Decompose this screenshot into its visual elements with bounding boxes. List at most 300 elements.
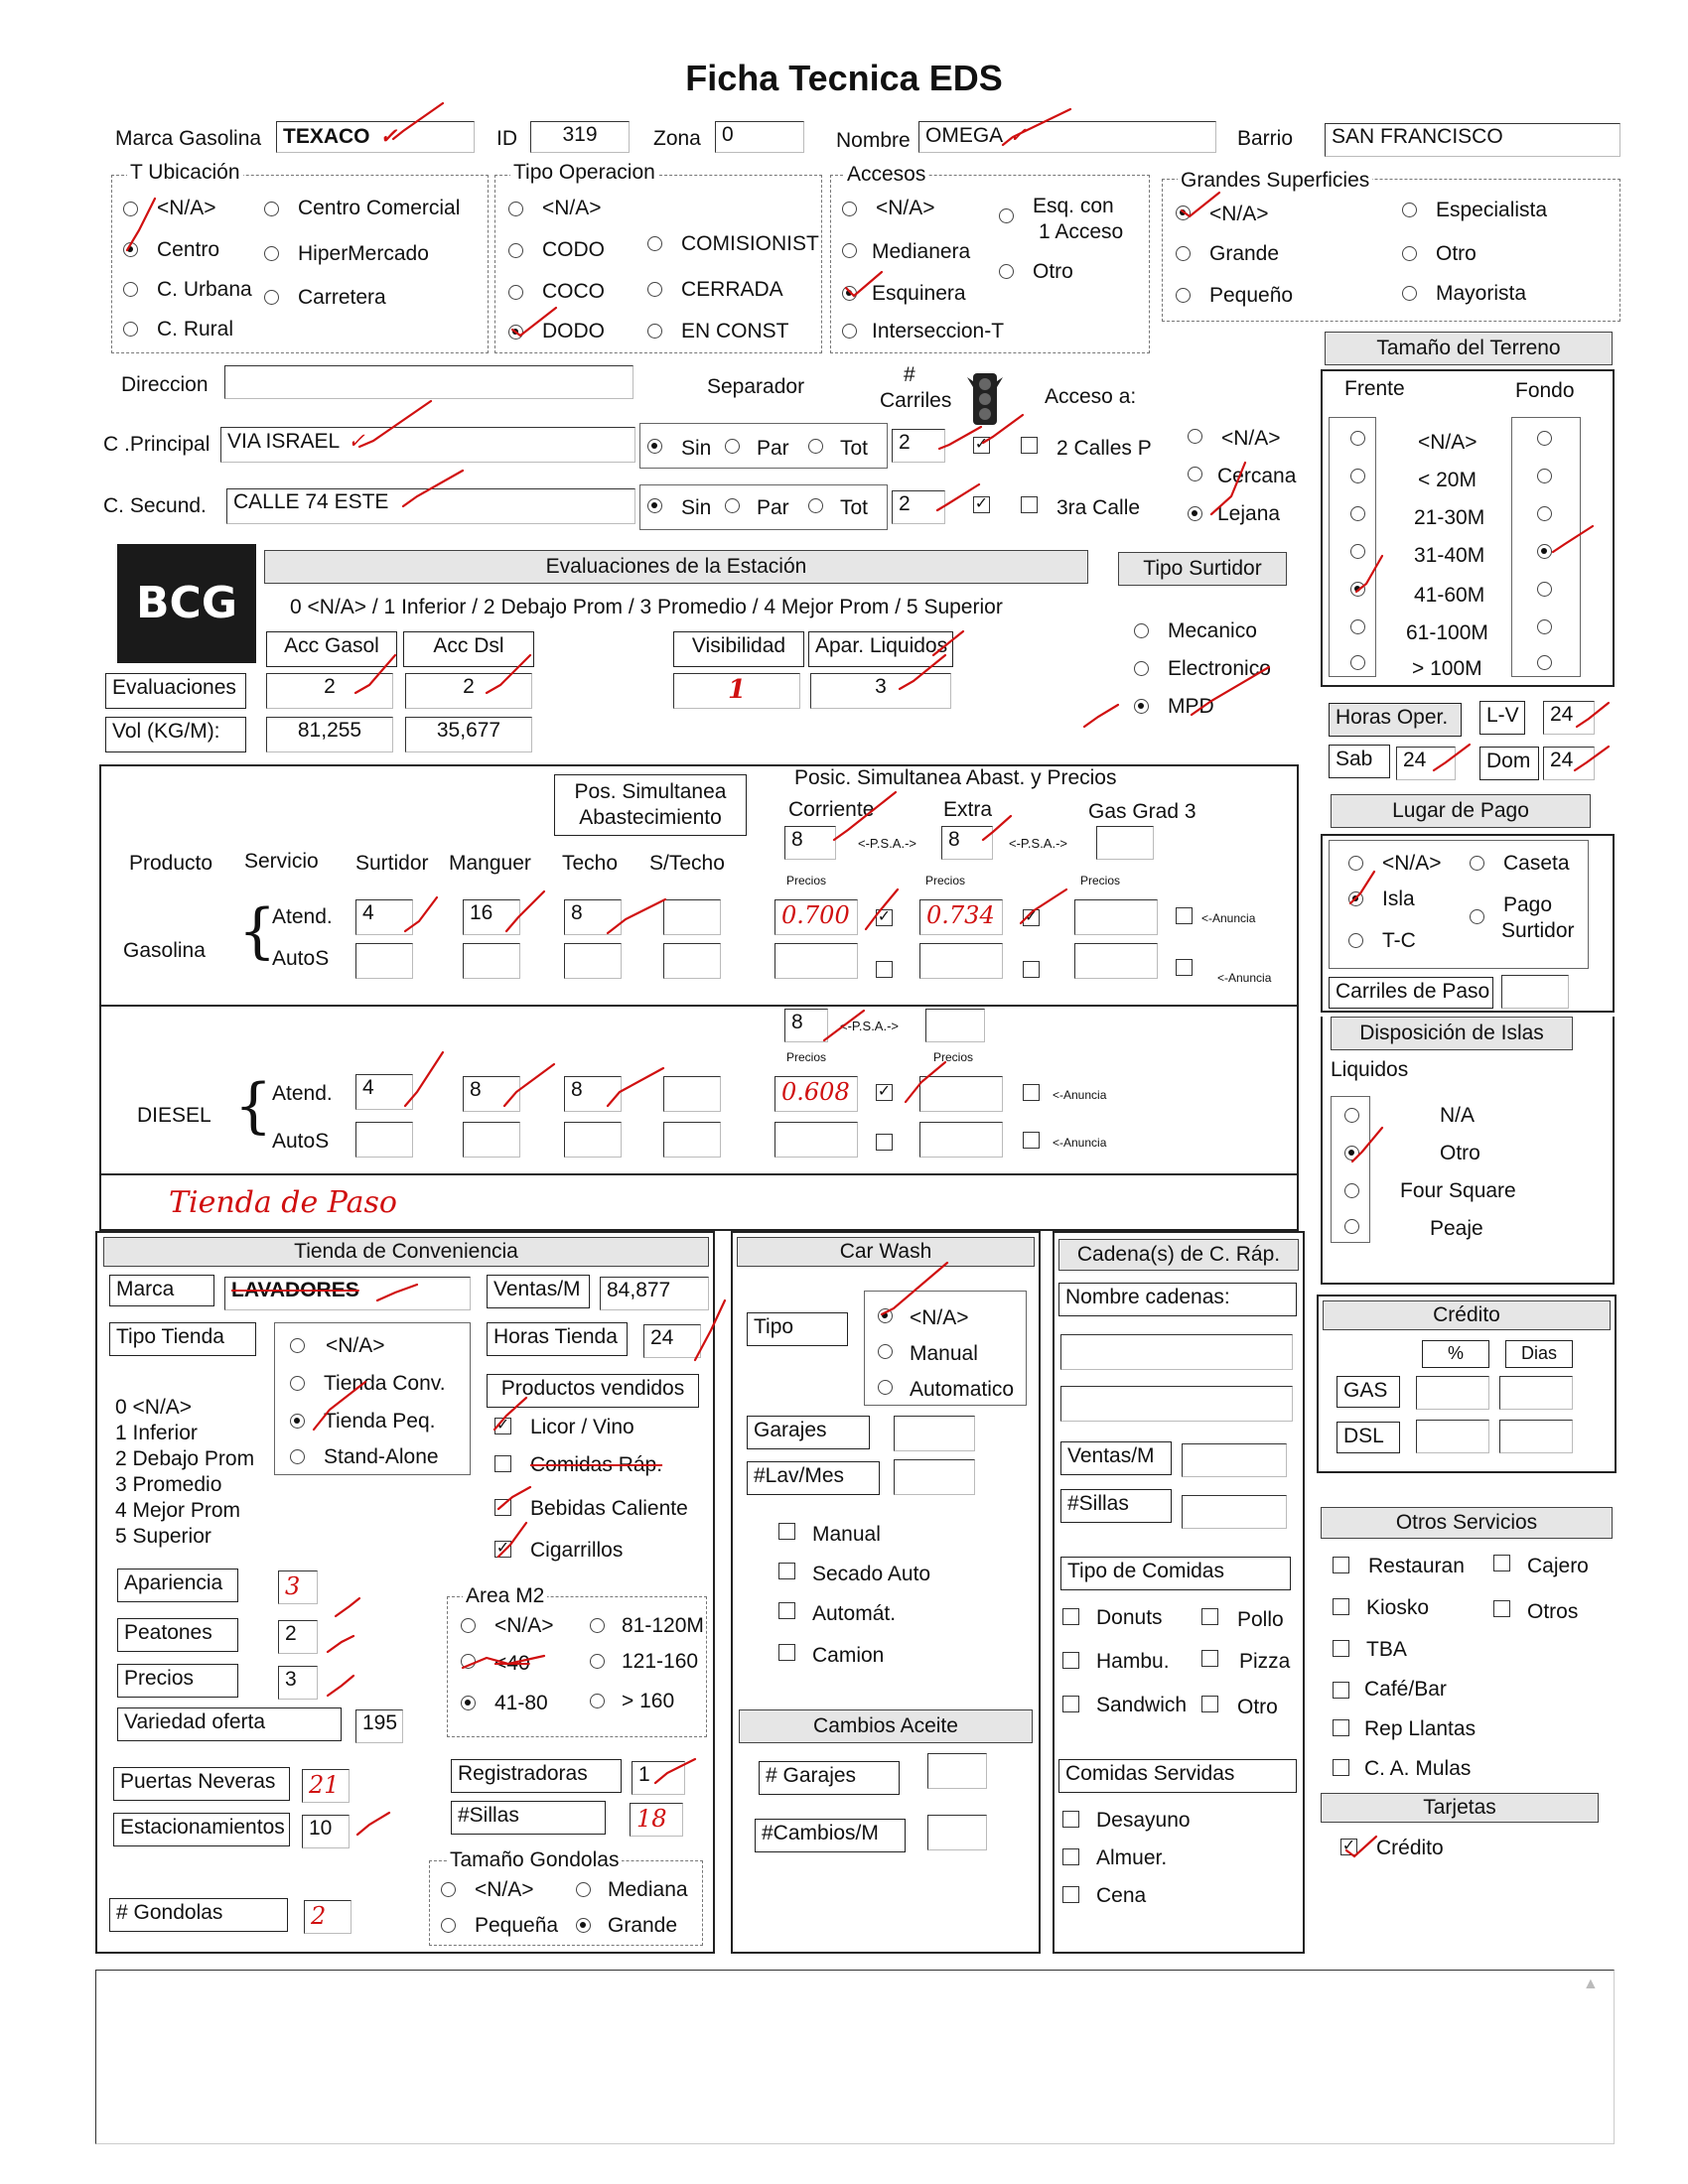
gas-surtidor-autos-field[interactable] [355, 943, 413, 979]
carwash-title: Car Wash [737, 1237, 1035, 1267]
secund-semaforo-checkbox[interactable]: ✓ [974, 495, 989, 512]
pizza-label: Pizza [1239, 1650, 1291, 1673]
carwash-tipo-label: Tipo [747, 1312, 848, 1346]
acceso-a-label: Acceso a: [1045, 385, 1137, 408]
carwash-auto-radio[interactable] [878, 1380, 893, 1395]
surtidor-mecanico-radio[interactable] [1134, 623, 1149, 638]
psa-gasgrad-field[interactable] [1096, 826, 1154, 860]
variedad-field[interactable]: 195 [355, 1709, 403, 1743]
precio-gasgrad-autos-field[interactable] [1074, 943, 1158, 979]
tba-checkbox[interactable] [1333, 1640, 1349, 1657]
frente-2130-radio[interactable] [1350, 506, 1365, 521]
operacion-comisionist-radio[interactable] [647, 236, 662, 251]
dsl-stecho-autos-field[interactable] [663, 1122, 721, 1158]
cigarrillos-label: Cigarrillos [530, 1539, 624, 1562]
evaluaciones-row-label: Evaluaciones [105, 673, 246, 709]
evaluaciones-scale: 0 <N/A> / 1 Inferior / 2 Debajo Prom / 3 Promedio / 4 Mejor Prom / 5 Superior [290, 596, 1003, 618]
credito-gas-label: GAS [1336, 1376, 1400, 1408]
peatones-field[interactable]: 2 [278, 1620, 318, 1654]
fondo-2130-radio[interactable] [1537, 506, 1552, 521]
area-40-label: <40 [494, 1652, 530, 1675]
precio-diesel-field[interactable]: 0.608 [774, 1076, 858, 1112]
accesos-title: Accesos [844, 163, 928, 187]
ubicacion-comercial-radio[interactable] [264, 202, 279, 216]
credito-dsl-pct-field[interactable] [1416, 1420, 1489, 1453]
surtidor-mpd-radio[interactable] [1134, 699, 1149, 714]
terreno-fondo-label: Fondo [1515, 379, 1575, 402]
registradoras-field[interactable]: 1 [632, 1761, 685, 1795]
islas-peaje-label: Peaje [1430, 1217, 1483, 1240]
accesos-esquinera-radio[interactable] [842, 286, 857, 301]
gondolas-na-label: <N/A> [475, 1878, 534, 1901]
operacion-enconst-radio[interactable] [647, 324, 662, 339]
ubicacion-hiper-radio[interactable] [264, 246, 279, 261]
puertas-field[interactable]: 21 [302, 1769, 350, 1803]
anuncia-gasgrad-checkbox[interactable] [1176, 907, 1193, 924]
acceso-cercana-radio[interactable] [1188, 467, 1202, 481]
principal-tot-label: Tot [840, 437, 869, 460]
ubicacion-rural-radio[interactable] [123, 322, 138, 337]
operacion-codo-radio[interactable] [508, 243, 523, 258]
dsl-techo-autos-field[interactable] [564, 1122, 622, 1158]
grandes-otro-radio[interactable] [1402, 246, 1417, 261]
principal-carriles-field[interactable]: 2 [892, 429, 945, 463]
restauran-checkbox[interactable] [1333, 1557, 1349, 1573]
precio-extra-field[interactable]: 0.734 [919, 899, 1003, 935]
principal-calles-label: 2 Calles P [1056, 437, 1152, 460]
surtidor-electronico-radio[interactable] [1134, 661, 1149, 676]
cadenas-ventas-field[interactable] [1182, 1443, 1287, 1477]
precios-label-gg3: Precios [1080, 874, 1121, 887]
bcg-logo: BCG [117, 544, 256, 663]
comidas-checkbox[interactable] [494, 1455, 511, 1472]
anuncia-gasgrad-autos-checkbox[interactable] [1176, 959, 1193, 976]
precio-diesel-autos-field[interactable] [774, 1122, 858, 1158]
horas-dom-field[interactable]: 24 [1543, 747, 1595, 780]
islas-peaje-radio[interactable] [1344, 1219, 1359, 1234]
gondolas-peq-radio[interactable] [441, 1918, 456, 1933]
rep-label: Rep Llantas [1364, 1717, 1477, 1740]
ngarajes-field[interactable] [927, 1753, 987, 1789]
grandes-pequeno-label: Pequeño [1209, 284, 1294, 307]
extra-label: Extra [943, 798, 993, 821]
apariencia-label: Apariencia [117, 1569, 238, 1602]
frente-100-radio[interactable] [1350, 655, 1365, 670]
secund-sin-label: Sin [681, 496, 712, 519]
islas-four-radio[interactable] [1344, 1183, 1359, 1198]
carwash-manual-radio[interactable] [878, 1344, 893, 1359]
kiosko-checkbox[interactable] [1333, 1598, 1349, 1615]
acceso-cercana-label: Cercana [1217, 465, 1297, 487]
grandes-pequeno-radio[interactable] [1176, 288, 1191, 303]
tienda-stand-label: Stand-Alone [324, 1445, 439, 1468]
diesel-atend-label: Atend. [272, 1082, 333, 1105]
islas-otro-radio[interactable] [1344, 1146, 1359, 1160]
ngarajes-label: # Garajes [759, 1761, 900, 1795]
nombre-cadenas-field-1[interactable] [1060, 1334, 1293, 1370]
cw-secado-label: Secado Auto [812, 1563, 931, 1585]
lav-field[interactable] [894, 1459, 975, 1495]
principal-calles-checkbox[interactable] [1021, 437, 1038, 454]
precio-diesel-2-field[interactable] [919, 1076, 1003, 1112]
donuts-checkbox[interactable] [1062, 1608, 1079, 1625]
terreno-row-2130: 21-30M [1414, 506, 1485, 529]
islas-liquidos-label: Liquidos [1331, 1058, 1409, 1081]
barrio-field[interactable]: SAN FRANCISCO [1325, 123, 1620, 157]
secund-field[interactable]: CALLE 74 ESTE [226, 488, 635, 524]
carriles-paso-field[interactable] [1501, 975, 1569, 1009]
ubicacion-na-radio[interactable] [123, 202, 138, 216]
accesos-interseccion-radio[interactable] [842, 324, 857, 339]
otros-checkbox[interactable] [1493, 1600, 1510, 1617]
credito-title: Crédito [1323, 1300, 1611, 1330]
tienda-ventas-label: Ventas/M [487, 1275, 590, 1308]
dsl-manguer-atend-field[interactable]: 8 [463, 1076, 520, 1112]
acc-gasol-field[interactable]: 2 [266, 673, 393, 709]
cw-camion-label: Camion [812, 1644, 885, 1667]
principal-semaforo-checkbox[interactable]: ✓ [974, 436, 989, 453]
bebidas-checkbox[interactable] [494, 1499, 511, 1516]
fondo-100-radio[interactable] [1537, 655, 1552, 670]
ubicacion-urbana-radio[interactable] [123, 282, 138, 297]
accesos-na-radio[interactable] [842, 202, 857, 216]
restauran-label: Restauran [1368, 1555, 1465, 1577]
area-4180-radio[interactable] [461, 1696, 476, 1710]
grandes-title: Grandes Superficies [1178, 169, 1372, 193]
accesos-esq-label-1: Esq. con [1033, 195, 1114, 217]
grandes-na-radio[interactable] [1176, 205, 1191, 220]
frente-3140-radio[interactable] [1350, 544, 1365, 559]
gas-manguer-atend-field[interactable]: 16 [463, 899, 520, 935]
dsl-techo-atend-field[interactable]: 8 [564, 1076, 622, 1112]
psa-corriente-field[interactable]: 8 [784, 826, 836, 860]
accesos-medianera-radio[interactable] [842, 243, 857, 258]
frente-na-radio[interactable] [1350, 431, 1365, 446]
pago-surtidor-label-2: Surtidor [1501, 919, 1575, 942]
grandes-mayorista-radio[interactable] [1402, 286, 1417, 301]
precio-diesel-autos-2-field[interactable] [919, 1122, 1003, 1158]
cafe-checkbox[interactable] [1333, 1682, 1349, 1699]
secund-tot-radio[interactable] [808, 498, 823, 513]
horas-tienda-field[interactable]: 24 [643, 1324, 701, 1358]
grandes-grande-radio[interactable] [1176, 246, 1191, 261]
tienda-scale-3: 3 Promedio [115, 1473, 222, 1496]
almuer-label: Almuer. [1096, 1846, 1168, 1869]
psa-diesel-2-field[interactable] [925, 1009, 985, 1042]
tienda-peq-radio[interactable] [290, 1414, 305, 1429]
pago-na-radio[interactable] [1348, 856, 1363, 871]
pago-caseta-radio[interactable] [1470, 856, 1484, 871]
precio-corriente-field[interactable]: 0.700 [774, 899, 858, 935]
garajes-field[interactable] [894, 1416, 975, 1451]
surtidor-title: Tipo Surtidor [1118, 552, 1287, 586]
accesos-esq1-radio[interactable] [999, 208, 1014, 223]
precio-extra-autos-field[interactable] [919, 943, 1003, 979]
vol-dsl-field[interactable]: 35,677 [405, 717, 532, 752]
precio-corriente-autos-field[interactable] [774, 943, 858, 979]
cw-automat-label: Automát. [812, 1602, 897, 1625]
cadenas-title: Cadena(s) de C. Ráp. [1058, 1239, 1299, 1271]
gondolas-gra-label: Grande [608, 1914, 678, 1937]
area-4180-label: 41-80 [494, 1692, 548, 1714]
grandes-especialista-radio[interactable] [1402, 203, 1417, 217]
acc-dsl-field[interactable]: 2 [405, 673, 532, 709]
otro-comida-checkbox[interactable] [1201, 1696, 1218, 1712]
islas-title: Disposición de Islas [1331, 1017, 1573, 1050]
operacion-dodo-label: DODO [542, 320, 605, 342]
corriente-label: Corriente [788, 798, 875, 821]
sandwich-checkbox[interactable] [1062, 1696, 1079, 1712]
pizza-checkbox[interactable] [1201, 1650, 1218, 1667]
gondolas-med-radio[interactable] [576, 1882, 591, 1897]
cena-checkbox[interactable] [1062, 1886, 1079, 1903]
gondolas-na-radio[interactable] [441, 1882, 456, 1897]
anuncia-diesel-checkbox[interactable]: ✓ [877, 1083, 892, 1100]
precios-field[interactable]: 3 [278, 1666, 318, 1700]
area-160-radio[interactable] [590, 1694, 605, 1708]
separador-label: Separador [707, 375, 805, 398]
donuts-label: Donuts [1096, 1606, 1163, 1629]
principal-label: C .Principal [103, 433, 211, 456]
fondo-20-radio[interactable] [1537, 469, 1552, 483]
pago-caseta-label: Caseta [1503, 852, 1570, 875]
carwash-na-radio[interactable] [878, 1308, 893, 1323]
vol-gasol-field[interactable]: 81,255 [266, 717, 393, 752]
apar-liquidos-label: Apar. Liquidos [808, 631, 953, 667]
anuncia-diesel-2-checkbox[interactable] [1023, 1084, 1040, 1101]
traffic-light-icon [967, 369, 1003, 427]
area-na-label: <N/A> [494, 1614, 554, 1637]
marca-label: Marca Gasolina [115, 127, 262, 150]
operacion-enconst-label: EN CONST [681, 320, 789, 342]
gas-stecho-atend-field[interactable] [663, 899, 721, 935]
gondolas-gra-radio[interactable] [576, 1918, 591, 1933]
id-field[interactable]: 319 [530, 121, 630, 153]
gas-surtidor-atend-field[interactable]: 4 [355, 899, 413, 935]
grandes-na-label: <N/A> [1209, 203, 1269, 225]
cw-manual-checkbox[interactable] [778, 1523, 795, 1540]
tienda-stand-radio[interactable] [290, 1449, 305, 1464]
puertas-label: Puertas Neveras [113, 1767, 290, 1801]
pago-tc-radio[interactable] [1348, 933, 1363, 948]
secund-label: C. Secund. [103, 494, 207, 517]
anuncia-corriente-autos-checkbox[interactable] [876, 961, 893, 978]
frente-61100-radio[interactable] [1350, 619, 1365, 634]
scroll-up-icon[interactable]: ▲ [1583, 1976, 1599, 1992]
credito-dsl-label: DSL [1336, 1422, 1400, 1453]
pollo-checkbox[interactable] [1201, 1608, 1218, 1625]
tarjetas-credito-label: Crédito [1376, 1837, 1444, 1859]
cw-secado-checkbox[interactable] [778, 1563, 795, 1579]
ubicacion-na-label: <N/A> [157, 197, 216, 219]
tipo-comidas-label: Tipo de Comidas [1060, 1557, 1291, 1590]
col-surtidor: Surtidor [355, 852, 429, 875]
cajero-checkbox[interactable] [1493, 1555, 1510, 1571]
area-81-radio[interactable] [590, 1618, 605, 1633]
anuncia-extra-autos-checkbox[interactable] [1023, 961, 1040, 978]
lav-label: #Lav/Mes [747, 1461, 880, 1495]
col-servicio: Servicio [244, 850, 319, 873]
frente-20-radio[interactable] [1350, 469, 1365, 483]
operacion-coco-radio[interactable] [508, 285, 523, 300]
area-40-radio[interactable] [461, 1654, 476, 1669]
almuer-checkbox[interactable] [1062, 1848, 1079, 1865]
gas-techo-autos-field[interactable] [564, 943, 622, 979]
tienda-scale-1: 1 Inferior [115, 1422, 198, 1444]
apariencia-field[interactable]: 3 [278, 1570, 318, 1604]
carwash-na-label: <N/A> [910, 1306, 969, 1329]
tarjetas-credito-checkbox[interactable]: ✓ [1341, 1838, 1356, 1854]
pago-isla-radio[interactable] [1348, 891, 1363, 906]
notes-textarea[interactable] [95, 1970, 1615, 2144]
ubicacion-centro-label: Centro [157, 238, 220, 261]
cadenas-sillas-field[interactable] [1182, 1495, 1287, 1529]
carwash-manual-label: Manual [910, 1342, 978, 1365]
area-na-radio[interactable] [461, 1618, 476, 1633]
principal-tot-radio[interactable] [808, 439, 823, 454]
tarjetas-title: Tarjetas [1321, 1793, 1599, 1823]
principal-par-radio[interactable] [725, 439, 740, 454]
horas-sab-label: Sab [1329, 745, 1390, 778]
hambu-checkbox[interactable] [1062, 1652, 1079, 1669]
pago-title: Lugar de Pago [1331, 794, 1591, 828]
precios-label: Precios [117, 1664, 238, 1698]
accesos-otro-label: Otro [1033, 260, 1073, 283]
direccion-field[interactable] [224, 365, 633, 399]
anuncia-extra-checkbox[interactable]: ✓ [1024, 908, 1039, 925]
horas-lv-field[interactable]: 24 [1543, 701, 1595, 735]
principal-field[interactable]: VIA ISRAEL ✓ [220, 427, 635, 463]
tienda-peq-label: Tienda Peq. [324, 1410, 436, 1433]
secund-calles-checkbox[interactable] [1021, 496, 1038, 513]
horas-sab-field[interactable]: 24 [1396, 747, 1456, 780]
ubicacion-carretera-radio[interactable] [264, 290, 279, 305]
marca-field[interactable]: TEXACO ✓ [276, 121, 475, 153]
operacion-na-label: <N/A> [542, 197, 602, 219]
ncambios-label: #Cambios/M [755, 1819, 906, 1852]
pago-surtidor-radio[interactable] [1470, 909, 1484, 924]
dsl-manguer-autos-field[interactable] [463, 1122, 520, 1158]
ngondolas-field[interactable]: 2 [304, 1900, 352, 1934]
credito-dsl-dias-field[interactable] [1499, 1420, 1573, 1453]
cw-automat-checkbox[interactable] [778, 1602, 795, 1619]
anuncia-corriente-checkbox[interactable]: ✓ [877, 908, 892, 925]
anuncia-label-3: <-Anuncia [1053, 1088, 1107, 1102]
gasolina-brace-icon: { [238, 896, 277, 966]
estac-field[interactable]: 10 [302, 1815, 350, 1848]
cigarrillos-checkbox[interactable]: ✓ [495, 1540, 510, 1557]
dsl-surtidor-atend-field[interactable]: 4 [355, 1074, 413, 1110]
ngondolas-label: # Gondolas [109, 1898, 288, 1932]
carriles-label: Carriles [880, 389, 952, 412]
tienda-ventas-field[interactable]: 84,877 [600, 1277, 709, 1310]
secund-sin-radio[interactable] [647, 498, 662, 513]
visibilidad-field[interactable]: 1 [673, 673, 800, 709]
fondo-3140-radio[interactable] [1537, 544, 1552, 559]
mulas-checkbox[interactable] [1333, 1759, 1349, 1776]
ubicacion-comercial-label: Centro Comercial [298, 197, 461, 219]
gas-manguer-autos-field[interactable] [463, 943, 520, 979]
zona-field[interactable]: 0 [715, 121, 804, 153]
nombre-field[interactable]: OMEGA ✓ [918, 121, 1216, 153]
gasolina-label: Gasolina [123, 939, 206, 962]
accesos-medianera-label: Medianera [872, 240, 971, 263]
islas-na-radio[interactable] [1344, 1108, 1359, 1123]
fondo-4160-radio[interactable] [1537, 582, 1552, 597]
pago-isla-label: Isla [1382, 887, 1415, 910]
credito-gas-pct-field[interactable] [1416, 1376, 1489, 1410]
gondolas-peq-label: Pequeña [475, 1914, 559, 1937]
pos-simultanea-box: Pos. Simultanea Abastecimiento [554, 774, 747, 836]
gasolina-atend-label: Atend. [272, 905, 333, 928]
tienda-na-radio[interactable] [290, 1338, 305, 1353]
ubicacion-urbana-label: C. Urbana [157, 278, 252, 301]
credito-gas-dias-field[interactable] [1499, 1376, 1573, 1410]
accesos-otro-radio[interactable] [999, 264, 1014, 279]
operacion-comisionist-label: COMISIONIST [681, 232, 819, 255]
terreno-frente-label: Frente [1344, 377, 1405, 400]
precio-gasgrad-field[interactable] [1074, 899, 1158, 935]
acceso-na-radio[interactable] [1188, 429, 1202, 444]
acceso-na-label: <N/A> [1221, 427, 1281, 450]
operacion-na-radio[interactable] [508, 202, 523, 216]
dsl-surtidor-autos-field[interactable] [355, 1122, 413, 1158]
ncambios-field[interactable] [927, 1815, 987, 1850]
psa-diesel-field[interactable]: 8 [784, 1009, 828, 1042]
gas-stecho-autos-field[interactable] [663, 943, 721, 979]
sillas-field[interactable]: 18 [630, 1803, 683, 1837]
secund-carriles-field[interactable]: 2 [892, 490, 945, 524]
desayuno-checkbox[interactable] [1062, 1811, 1079, 1828]
fondo-61100-radio[interactable] [1537, 619, 1552, 634]
area-160-label: > 160 [622, 1690, 675, 1712]
carriles-hash: # [904, 363, 915, 386]
cw-camion-checkbox[interactable] [778, 1644, 795, 1661]
gas-techo-atend-field[interactable]: 8 [564, 899, 622, 935]
nombre-label: Nombre [836, 129, 911, 152]
licor-label: Licor / Vino [530, 1416, 634, 1438]
tienda-na-label: <N/A> [326, 1334, 385, 1357]
anuncia-diesel-autos-checkbox[interactable] [876, 1134, 893, 1151]
operacion-cerrada-radio[interactable] [647, 282, 662, 297]
tienda-scale-2: 2 Debajo Prom [115, 1447, 255, 1470]
secund-par-radio[interactable] [725, 498, 740, 513]
ubicacion-centro-radio[interactable] [123, 242, 138, 257]
anuncia-diesel-autos-2-checkbox[interactable] [1023, 1132, 1040, 1149]
acceso-lejana-radio[interactable] [1188, 506, 1202, 521]
apar-liquidos-field[interactable]: 3 [810, 673, 951, 709]
psa-extra-field[interactable]: 8 [941, 826, 993, 860]
psa-diesel-label: <-P.S.A.-> [840, 1019, 900, 1033]
operacion-coco-label: COCO [542, 280, 605, 303]
secund-par-label: Par [757, 496, 789, 519]
dsl-stecho-atend-field[interactable] [663, 1076, 721, 1112]
principal-sin-radio[interactable] [647, 439, 662, 454]
frente-4160-radio[interactable] [1350, 582, 1365, 597]
tienda-marca-field[interactable]: LAVADORES [224, 1277, 471, 1310]
fondo-na-radio[interactable] [1537, 431, 1552, 446]
tba-label: TBA [1366, 1638, 1407, 1661]
accesos-interseccion-label: Interseccion-T [872, 320, 1005, 342]
pago-na-label: <N/A> [1382, 852, 1442, 875]
operacion-dodo-radio[interactable] [508, 325, 523, 340]
col-manguer: Manguer [449, 852, 531, 875]
licor-checkbox[interactable]: ✓ [495, 1417, 510, 1433]
tienda-conv-radio[interactable] [290, 1376, 305, 1391]
area-121-radio[interactable] [590, 1654, 605, 1669]
rep-checkbox[interactable] [1333, 1719, 1349, 1736]
nombre-cadenas-field-2[interactable] [1060, 1386, 1293, 1422]
